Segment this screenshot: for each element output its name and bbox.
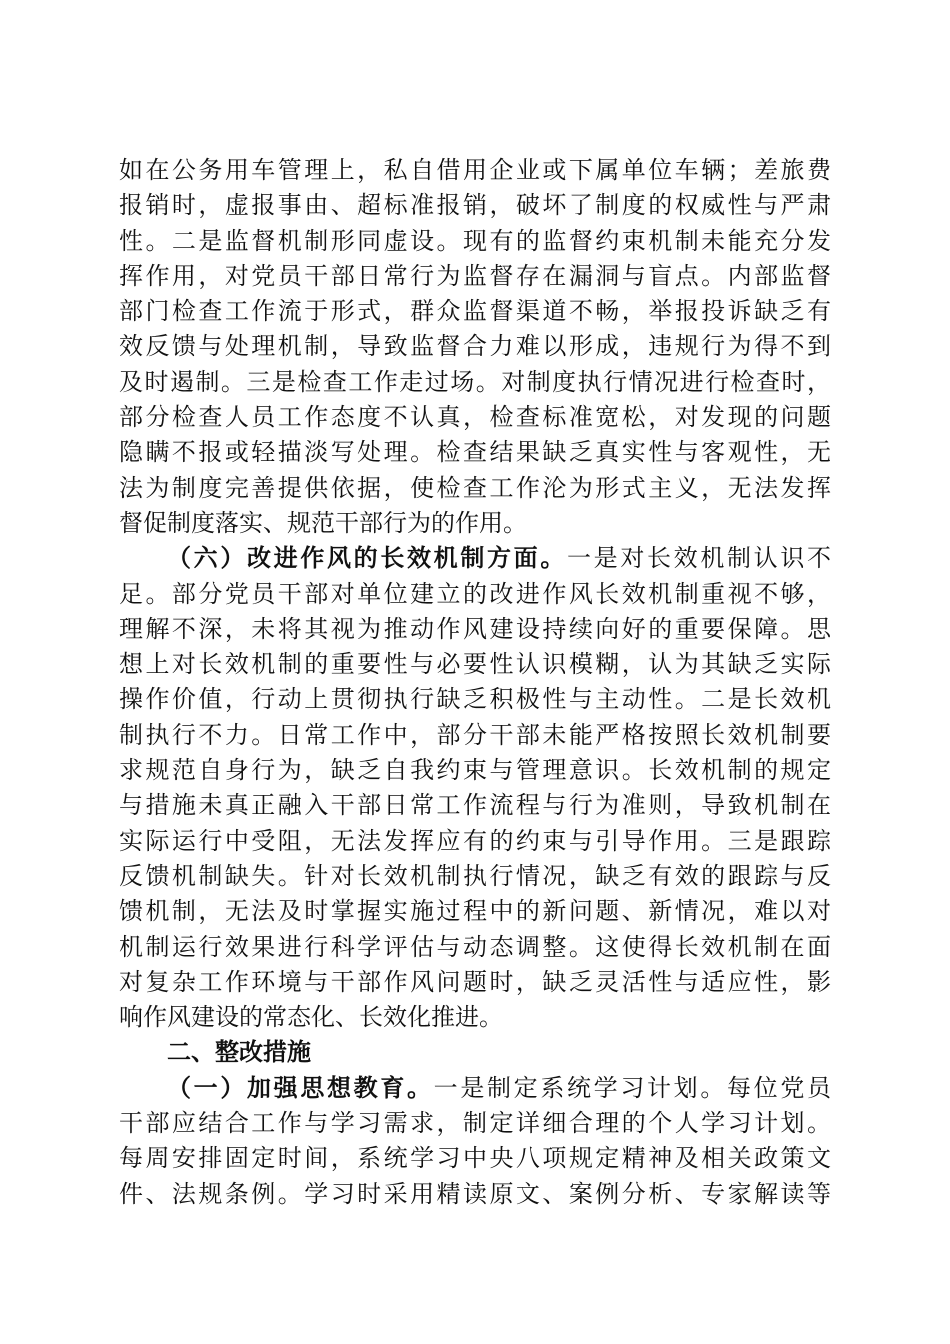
paragraph-line: 理解不深，未将其视为推动作风建设持续向好的重要保障。思 xyxy=(119,614,831,643)
paragraph-line: 干部应结合工作与学习需求，制定详细合理的个人学习计划。 xyxy=(119,1109,831,1138)
paragraph-line: 报销时，虚报事由、超标准报销，破坏了制度的权威性与严肃 xyxy=(119,191,831,220)
paragraph-line: 如在公务用车管理上，私自借用企业或下属单位车辆；差旅费 xyxy=(119,156,831,184)
paragraph-line: 操作价值，行动上贯彻执行缺乏积极性与主动性。二是长效机 xyxy=(119,685,831,714)
paragraph-line: 部分检查人员工作态度不认真，检查标准宽松，对发现的问题 xyxy=(119,403,831,432)
paragraph-line: 实际运行中受阻，无法发挥应有的约束与引导作用。三是跟踪 xyxy=(119,826,831,855)
paragraph-line: 每周安排固定时间，系统学习中央八项规定精神及相关政策文 xyxy=(119,1144,831,1173)
paragraph-line: 挥作用，对党员干部日常行为监督存在漏洞与盲点。内部监督 xyxy=(119,261,831,290)
paragraph-line: 馈机制，无法及时掌握实施过程中的新问题、新情况，难以对 xyxy=(119,897,831,926)
section-six-first-line xyxy=(119,541,831,576)
paragraph-line: 法为制度完善提供依据，使检查工作沦为形式主义，无法发挥 xyxy=(119,473,831,502)
measure-one-title: （一）加强思想教育。 xyxy=(167,1073,434,1102)
paragraph-line: 机制运行效果进行科学评估与动态调整。这使得长效机制在面 xyxy=(119,932,831,961)
paragraph-line: 督促制度落实、规范干部行为的作用。 xyxy=(119,508,527,537)
paragraph-line: 求规范自身行为，缺乏自我约束与管理意识。长效机制的规定 xyxy=(119,756,831,785)
paragraph-line: 制执行不力。日常工作中，部分干部未能严格按照长效机制要 xyxy=(119,720,831,749)
paragraph-line: 反馈机制缺失。针对长效机制执行情况，缺乏有效的跟踪与反 xyxy=(119,861,831,890)
paragraph-line: 对复杂工作环境与干部作风问题时，缺乏灵活性与适应性，影 xyxy=(119,967,831,996)
paragraph-line: 与措施未真正融入干部日常工作流程与行为准则，导致机制在 xyxy=(119,791,831,820)
paragraph-line: 及时遏制。三是检查工作走过场。对制度执行情况进行检查时， xyxy=(119,367,831,396)
paragraph-line: 性。二是监督机制形同虚设。现有的监督约束机制未能充分发 xyxy=(119,226,831,255)
paragraph-line: 效反馈与处理机制，导致监督合力难以形成，违规行为得不到 xyxy=(119,332,831,361)
paragraph-line: 件、法规条例。学习时采用精读原文、案例分析、专家解读等 xyxy=(119,1179,831,1208)
section-six-first-text: 一是对长效机制认识不 xyxy=(567,544,831,573)
measure-one-first-line xyxy=(119,1071,831,1106)
section-six-title: （六）改进作风的长效机制方面。 xyxy=(167,544,567,573)
paragraph-line: 想上对长效机制的重要性与必要性认识模糊，认为其缺乏实际 xyxy=(119,650,831,679)
paragraph-line: 部门检查工作流于形式，群众监督渠道不畅，举报投诉缺乏有 xyxy=(119,297,831,326)
measure-one-first-text: 一是制定系统学习计划。每位党员 xyxy=(433,1073,832,1102)
section-heading: 二、整改措施 xyxy=(167,1038,311,1067)
paragraph-line: 足。部分党员干部对单位建立的改进作风长效机制重视不够， xyxy=(119,579,831,608)
paragraph-line: 响作风建设的常态化、长效化推进。 xyxy=(119,1003,503,1032)
paragraph-line: 隐瞒不报或轻描淡写处理。检查结果缺乏真实性与客观性，无 xyxy=(119,438,831,467)
document-body xyxy=(119,153,831,1212)
